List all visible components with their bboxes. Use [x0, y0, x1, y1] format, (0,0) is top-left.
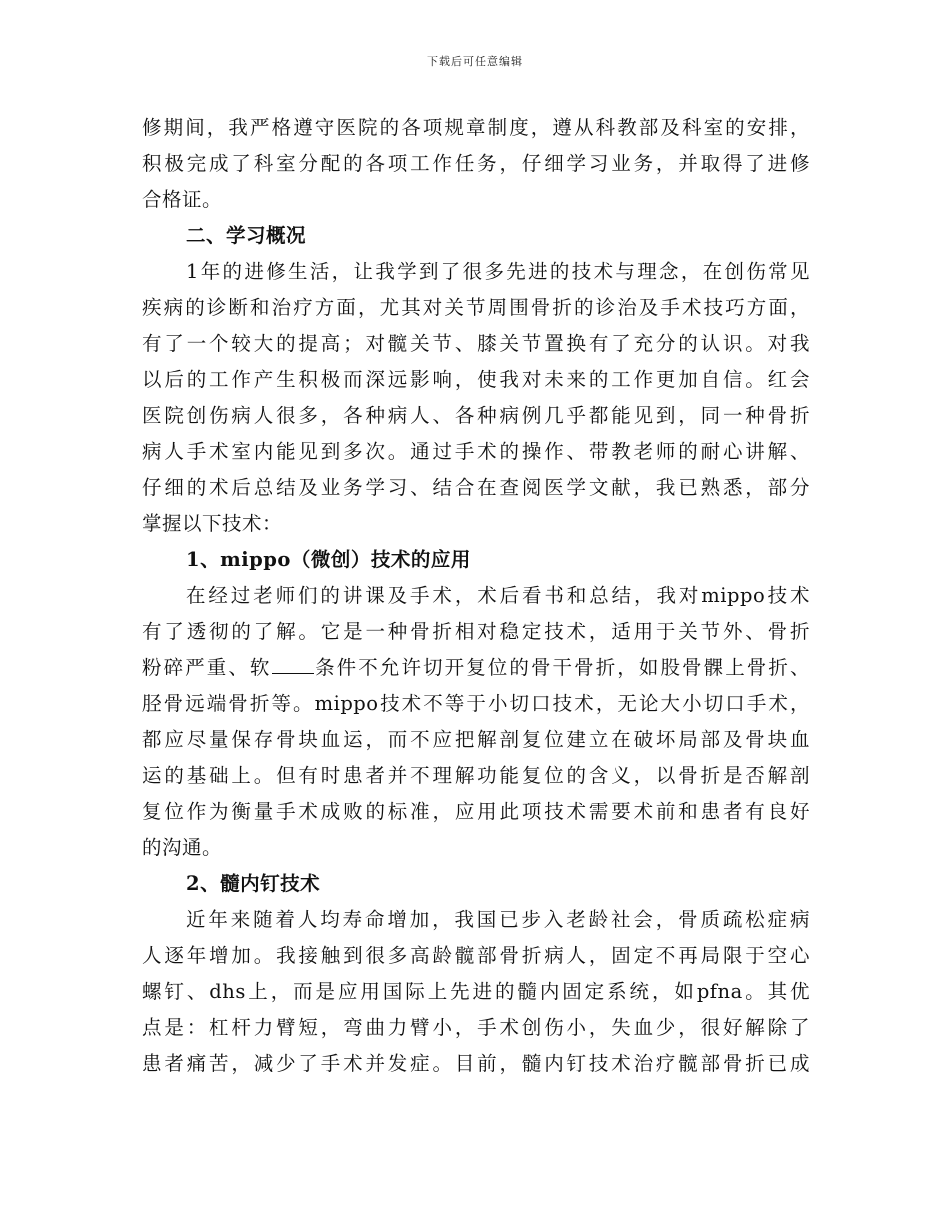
- text-line: 有了透彻的了解。它是一种骨折相对稳定技术，适用于关节外、骨折: [142, 620, 810, 643]
- text-line: 病人手术室内能见到多次。通过手术的操作、带教老师的耐心讲解、: [142, 440, 810, 463]
- section-heading: 二、学习概况: [186, 224, 307, 247]
- text-line: 胫骨远端骨折等。mippo技术不等于小切口技术，无论大小切口手术，: [142, 692, 810, 715]
- text-segment: 粉碎严重、软: [142, 656, 272, 679]
- text-line: 患者痛苦，减少了手术并发症。目前，髓内钉技术治疗髋部骨折已成: [142, 1052, 810, 1075]
- text-line: 点是：杠杆力臂短，弯曲力臂小，手术创伤小，失血少，很好解除了: [142, 1016, 810, 1039]
- text-segment: 条件不允许切开复位的骨干骨折，如股骨髁上骨折、: [313, 656, 810, 679]
- text-line: 修期间，我严格遵守医院的各项规章制度，遵从科教部及科室的安排，: [142, 116, 810, 139]
- text-line: 以后的工作产生积极而深远影响，使我对未来的工作更加自信。红会: [142, 368, 810, 391]
- blank-underline: [272, 653, 314, 674]
- text-line: 疾病的诊断和治疗方面，尤其对关节周围骨折的诊治及手术技巧方面，: [142, 296, 810, 319]
- text-line: 掌握以下技术：: [142, 512, 283, 535]
- text-line: 有了一个较大的提高；对髋关节、膝关节置换有了充分的认识。对我: [142, 332, 810, 355]
- document-body: [142, 110, 810, 1082]
- text-line: 积极完成了科室分配的各项工作任务，仔细学习业务，并取得了进修: [142, 152, 810, 175]
- text-line: 合格证。: [142, 188, 223, 211]
- subsection-heading: 2、髓内钉技术: [186, 872, 321, 895]
- text-line: 螺钉、dhs上，而是应用国际上先进的髓内固定系统，如pfna。其优: [142, 980, 810, 1003]
- text-line: 人逐年增加。我接触到很多高龄髋部骨折病人，固定不再局限于空心: [142, 944, 810, 967]
- text-line: 复位作为衡量手术成败的标准，应用此项技术需要术前和患者有良好: [142, 800, 810, 823]
- text-line: 近年来随着人均寿命增加，我国已步入老龄社会，骨质疏松症病: [186, 908, 810, 931]
- text-line: 都应尽量保存骨块血运，而不应把解剖复位建立在破坏局部及骨块血: [142, 728, 810, 751]
- text-line: 的沟通。: [142, 836, 223, 859]
- text-line: 1年的进修生活，让我学到了很多先进的技术与理念，在创伤常见: [186, 260, 810, 283]
- text-line: 仔细的术后总结及业务学习、结合在查阅医学文献，我已熟悉，部分: [142, 476, 810, 499]
- subsection-heading: 1、mippo（微创）技术的应用: [186, 548, 471, 571]
- text-line: [142, 650, 810, 686]
- page-header: 下载后可任意编辑: [427, 55, 523, 68]
- text-line: 运的基础上。但有时患者并不理解功能复位的含义，以骨折是否解剖: [142, 764, 810, 787]
- text-line: 医院创伤病人很多，各种病人、各种病例几乎都能见到，同一种骨折: [142, 404, 810, 427]
- text-line: 在经过老师们的讲课及手术，术后看书和总结，我对mippo技术: [186, 584, 810, 607]
